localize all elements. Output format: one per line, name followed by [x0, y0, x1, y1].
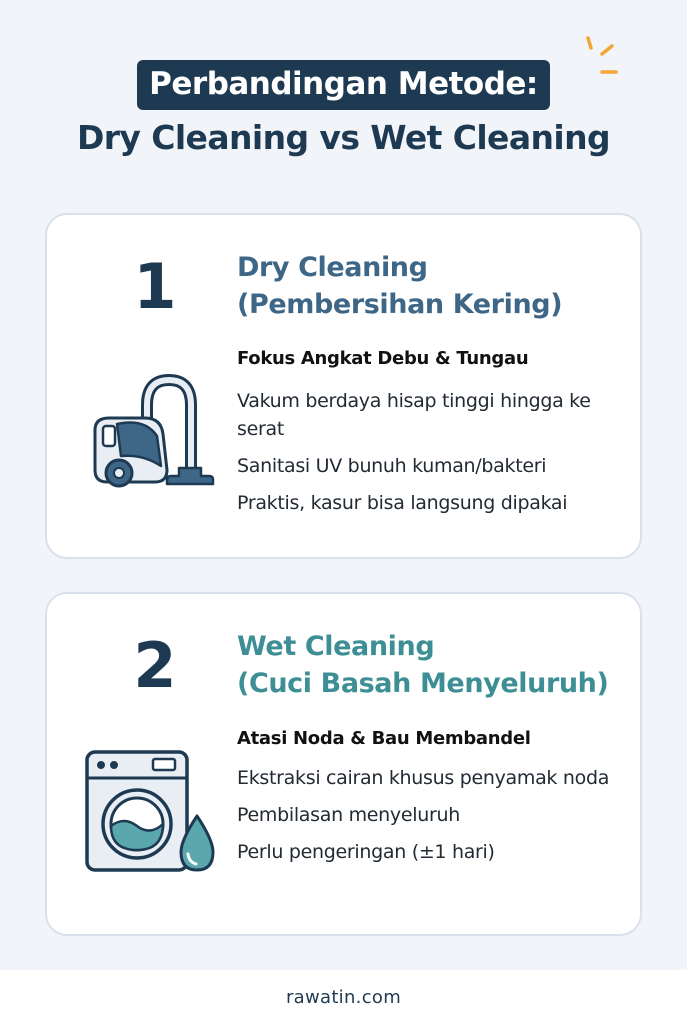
- list-item: Pembilasan menyeluruh: [237, 804, 460, 826]
- vacuum-cleaner-icon: [87, 370, 217, 500]
- list-item: Praktis, kasur bisa langsung dipakai: [237, 492, 568, 514]
- page-title-line2: Dry Cleaning vs Wet Cleaning: [76, 118, 611, 157]
- feature-list: [237, 387, 637, 526]
- wet-cleaning-card: [45, 592, 642, 936]
- list-item: Sanitasi UV bunuh kuman/bakteri: [237, 455, 547, 477]
- dry-cleaning-card: [45, 213, 642, 559]
- card-heading-line1: Wet Cleaning: [237, 631, 435, 662]
- list-item: Vakum berdaya hisap tinggi hingga ke serat: [237, 390, 591, 440]
- card-subtitle: Atasi Noda & Bau Membandel: [237, 728, 531, 749]
- page-title-line1: Perbandingan Metode:: [149, 66, 538, 102]
- card-heading-line2: (Cuci Basah Menyeluruh): [237, 668, 609, 699]
- card-heading-line1: Dry Cleaning: [237, 252, 428, 283]
- washing-machine-icon: [81, 744, 221, 884]
- card-heading-line2: (Pembersihan Kering): [237, 289, 563, 320]
- card-subtitle: Fokus Angkat Debu & Tungau: [237, 348, 529, 369]
- list-item: Perlu pengeringan (±1 hari): [237, 841, 495, 863]
- step-number: 2: [133, 629, 177, 702]
- step-number: 1: [133, 250, 177, 323]
- title-highlight: [137, 60, 550, 110]
- card-heading: [237, 628, 637, 702]
- site-url: rawatin.com: [285, 987, 402, 1008]
- feature-list: [237, 764, 637, 875]
- sparkle-icon: [582, 32, 622, 78]
- card-heading: [237, 249, 637, 323]
- list-item: Ekstraksi cairan khusus penyamak noda: [237, 767, 610, 789]
- footer: [0, 970, 687, 1024]
